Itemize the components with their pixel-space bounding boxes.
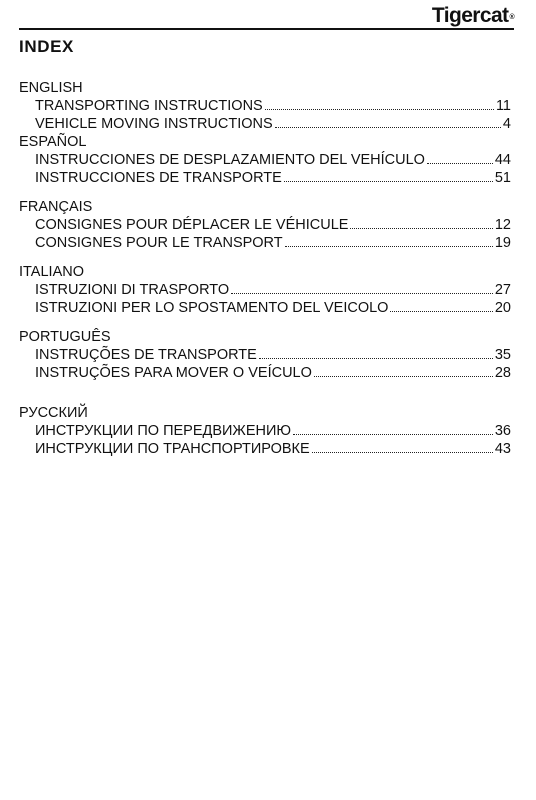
toc-entry-label: ISTRUZIONI DI TRASPORTO (35, 282, 230, 298)
toc-entry-label: CONSIGNES POUR LE TRANSPORT (35, 235, 283, 251)
toc-entry[interactable] (19, 115, 511, 133)
section-english (19, 79, 511, 133)
toc-entry-label: INSTRUÇÕES PARA MOVER O VEÍCULO (35, 365, 312, 381)
toc-entry[interactable] (19, 364, 511, 382)
toc-entry-label: INSTRUCCIONES DE DESPLAZAMIENTO DEL VEHÍCULO (35, 152, 425, 168)
dot-leader (390, 311, 492, 312)
section-italiano (19, 263, 511, 317)
toc-entry-page: 51 (494, 170, 511, 186)
toc-entry-label: ISTRUZIONI PER LO SPOSTAMENTO DEL VEICOLO (35, 300, 389, 316)
toc-entry-page: 4 (502, 116, 511, 132)
dot-leader (231, 293, 493, 294)
toc-entry-page: 27 (494, 282, 511, 298)
dot-leader (259, 358, 493, 359)
toc-entry-label: ИНСТРУКЦИИ ПО ПЕРЕДВИЖЕНИЮ (35, 423, 292, 439)
toc-entry[interactable] (19, 97, 511, 115)
logo-text: Tigercat (431, 4, 509, 27)
toc-entry[interactable] (19, 281, 511, 299)
section-francais (19, 198, 511, 252)
toc-entry[interactable] (19, 216, 511, 234)
dot-leader (285, 246, 493, 247)
section-title-francais: FRANÇAIS (19, 199, 93, 215)
toc-entry-page: 12 (494, 217, 511, 233)
toc-entry-page: 28 (494, 365, 511, 381)
toc-entry[interactable] (19, 346, 511, 364)
section-title-italiano: ITALIANO (19, 264, 84, 280)
toc-entry[interactable] (19, 440, 511, 458)
toc-entry-label: TRANSPORTING INSTRUCTIONS (35, 98, 263, 114)
section-espanol (19, 133, 511, 187)
dot-leader (275, 127, 501, 128)
toc-entry-page: 35 (494, 347, 511, 363)
toc-entry[interactable] (19, 169, 511, 187)
section-title-russian: РУССКИЙ (19, 405, 88, 421)
toc-entry-page: 11 (495, 98, 511, 114)
header-rule (19, 28, 514, 30)
dot-leader (312, 452, 493, 453)
section-title-portugues: PORTUGUÊS (19, 329, 111, 345)
table-of-contents (19, 79, 511, 458)
toc-entry[interactable] (19, 422, 511, 440)
section-title-english: ENGLISH (19, 80, 83, 96)
dot-leader (293, 434, 493, 435)
toc-entry-label: INSTRUÇÕES DE TRANSPORTE (35, 347, 257, 363)
dot-leader (265, 109, 494, 110)
section-title-espanol: ESPAÑOL (19, 134, 87, 150)
section-portugues (19, 328, 511, 382)
dot-leader (284, 181, 493, 182)
toc-entry-page: 19 (494, 235, 511, 251)
trademark-symbol: ® (509, 14, 514, 21)
page-title: INDEX (19, 37, 74, 56)
toc-entry-label: INSTRUCCIONES DE TRANSPORTE (35, 170, 282, 186)
toc-entry-label: ИНСТРУКЦИИ ПО ТРАНСПОРТИРОВКЕ (35, 441, 310, 457)
section-russian (19, 404, 511, 458)
toc-entry-page: 43 (494, 441, 511, 457)
dot-leader (314, 376, 493, 377)
dot-leader (427, 163, 493, 164)
toc-entry-page: 44 (494, 152, 511, 168)
toc-entry-label: CONSIGNES POUR DÉPLACER LE VÉHICULE (35, 217, 349, 233)
toc-entry[interactable] (19, 151, 511, 169)
toc-entry-label: VEHICLE MOVING INSTRUCTIONS (35, 116, 273, 132)
toc-entry-page: 36 (494, 423, 511, 439)
tigercat-logo (432, 4, 514, 28)
dot-leader (350, 228, 492, 229)
toc-entry-page: 20 (494, 300, 511, 316)
toc-entry[interactable] (19, 234, 511, 252)
toc-entry[interactable] (19, 299, 511, 317)
